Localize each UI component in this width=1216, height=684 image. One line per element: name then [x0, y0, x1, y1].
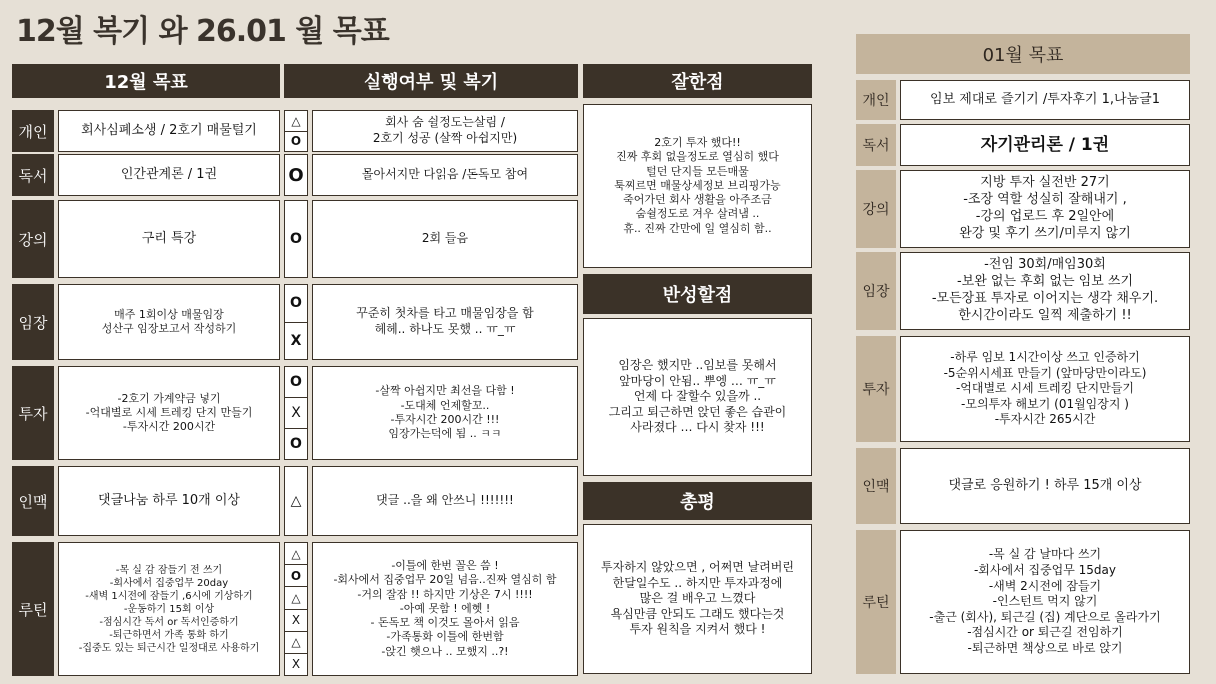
mark-investment-3: O [284, 428, 308, 460]
dec-goal-site-visit: 매주 1회이상 매물임장 성산구 임장보고서 작성하기 [58, 284, 280, 360]
jan-goal-reading: 자기관리론 / 1권 [900, 124, 1190, 166]
dec-goal-investment: -2호기 가계약금 넣기 -억대별로 시세 트레킹 단지 만들기 -투자시간 200시간 [58, 366, 280, 460]
good-points-text: 2호기 투자 했다!! 진짜 후회 없을정도로 열심히 했다 털던 단지들 모든매물 툭찌르면 매물상세정보 브리핑가능 죽어가던 회사 생활을 아주조금 숨쉴정도로 겨우 살려냄 .. 휴.. 진짜 간만에 일 열심히 함.. [583, 104, 812, 268]
mark-network: △ [284, 466, 308, 536]
review-site-visit: 꾸준히 첫차를 타고 매물임장을 함 헤헤.. 하나도 못했 .. ㅠ_ㅠ [312, 284, 578, 360]
review-lecture: 2회 들음 [312, 200, 578, 278]
header-reflection: 반성할점 [583, 274, 812, 314]
mark-routine-6: X [284, 653, 308, 676]
mark-routine-5: △ [284, 631, 308, 654]
row-label-site-visit: 임장 [12, 284, 54, 360]
header-january-goal: 01월 목표 [856, 34, 1190, 74]
row-label-routine: 루틴 [12, 542, 54, 676]
jan-label-network: 인맥 [856, 448, 896, 524]
reflection-text: 임장은 했지만 ..임보를 못해서 앞마당이 안됨.. 뿌엥 … ㅠ_ㅠ 언제 다 잘할수 있을까 .. 그리고 퇴근하면 앉던 좋은 습관이 사라졌다 … 다시 찾자 !!! [583, 318, 812, 476]
mark-routine-3: △ [284, 586, 308, 609]
review-routine: -이틀에 한번 꼴은 씀 ! -회사에서 집중업무 20일 넘음..진짜 열심히 함 -거의 잘잠 !! 하지만 기상은 7시 !!!! -아예 못함 ! 에헷 ! - 돈독모 책 이것도 몰아서 읽음 -가족통화 이틀에 한번함 -앉긴 햇으나 .. 모했지 ..?! [312, 542, 578, 676]
jan-goal-routine: -목 실 감 날마다 쓰기 -회사에서 집중업무 15day -새벽 2시전에 잠들기 -인스턴트 먹지 않기 -출근 (회사), 퇴근길 (집) 계단으로 올라가기 -점심시간 or 퇴근길 전임하기 -퇴근하면 책상으로 바로 앉기 [900, 530, 1190, 674]
row-label-personal: 개인 [12, 110, 54, 152]
row-label-investment: 투자 [12, 366, 54, 460]
header-december-goal: 12월 목표 [12, 64, 280, 98]
mark-investment-1: O [284, 366, 308, 398]
mark-investment-2: X [284, 397, 308, 429]
marks-personal [284, 110, 308, 152]
jan-label-investment: 투자 [856, 336, 896, 442]
jan-goal-site-visit: -전임 30회/매임30회 -보완 없는 후회 없는 임보 쓰기 -모든장표 투자로 이어지는 생각 채우기. 한시간이라도 일찍 제출하기 !! [900, 252, 1190, 330]
mark-site-visit-2: X [284, 322, 308, 361]
mark-lecture: O [284, 200, 308, 278]
row-label-lecture: 강의 [12, 200, 54, 278]
dec-goal-network: 댓글나눔 하루 10개 이상 [58, 466, 280, 536]
mark-routine-2: O [284, 564, 308, 587]
marks-investment [284, 366, 308, 460]
review-network: 댓글 ..을 왜 안쓰니 !!!!!!! [312, 466, 578, 536]
header-good-points: 잘한점 [583, 64, 812, 98]
jan-label-personal: 개인 [856, 80, 896, 120]
jan-label-lecture: 강의 [856, 170, 896, 248]
jan-label-routine: 루틴 [856, 530, 896, 674]
mark-site-visit-1: O [284, 284, 308, 323]
jan-goal-lecture: 지방 투자 실전반 27기 -조장 역할 성실히 잘해내기 , -강의 업로드 후 2일안에 완강 및 후기 쓰기/미루지 않기 [900, 170, 1190, 248]
mark-routine-1: △ [284, 542, 308, 565]
header-summary: 총평 [583, 482, 812, 520]
review-investment: -살짝 아쉽지만 최선을 다함 ! -도대체 언제할꼬.. -투자시간 200시간 !!! 임장가는덕에 됨 .. ㅋㅋ [312, 366, 578, 460]
page-title: 12월 복기 와 26.01 월 목표 [16, 14, 389, 49]
dec-goal-lecture: 구리 특강 [58, 200, 280, 278]
mark-personal-2: O [284, 131, 308, 153]
jan-goal-network: 댓글로 응원하기 ! 하루 15개 이상 [900, 448, 1190, 524]
dec-goal-personal: 회사심폐소생 / 2호기 매물털기 [58, 110, 280, 152]
mark-reading: O [284, 154, 308, 196]
review-personal: 회사 숨 쉴정도는살림 / 2호기 성공 (살짝 아쉽지만) [312, 110, 578, 152]
review-reading: 몰아서지만 다읽음 /돈독모 참여 [312, 154, 578, 196]
jan-label-reading: 독서 [856, 124, 896, 166]
summary-text: 투자하지 않았으면 , 어쩌면 날려버린 한달일수도 .. 하지만 투자과정에 많은 걸 배우고 느꼈다 욕심만큼 안되도 그래도 했다는것 투자 원칙을 지켜서 했다 ! [583, 524, 812, 674]
dec-goal-reading: 인간관계론 / 1권 [58, 154, 280, 196]
jan-label-site-visit: 임장 [856, 252, 896, 330]
jan-goal-personal: 임보 제대로 즐기기 /투자후기 1,나눔글1 [900, 80, 1190, 120]
marks-site-visit [284, 284, 308, 360]
mark-routine-4: X [284, 609, 308, 632]
marks-routine [284, 542, 308, 676]
dec-goal-routine: -목 실 감 잠들기 전 쓰기 -회사에서 집중업무 20day -새벽 1시전에 잠들기 ,6시에 기상하기 -운동하기 15회 이상 -점심시간 독서 or 독서인증하기 -퇴근하면서 가족 통화 하기 -집중도 있는 퇴근시간 일정대로 사용하기 [58, 542, 280, 676]
header-review: 실행여부 및 복기 [284, 64, 578, 98]
jan-goal-investment: -하루 임보 1시간이상 쓰고 인증하기 -5순위시세표 만들기 (앞마당만이라도) -억대별로 시세 트레킹 단지만들기 -모의투자 해보기 (01월임장지 ) -투자시간 265시간 [900, 336, 1190, 442]
mark-personal-1: △ [284, 110, 308, 132]
row-label-reading: 독서 [12, 154, 54, 196]
row-label-network: 인맥 [12, 466, 54, 536]
